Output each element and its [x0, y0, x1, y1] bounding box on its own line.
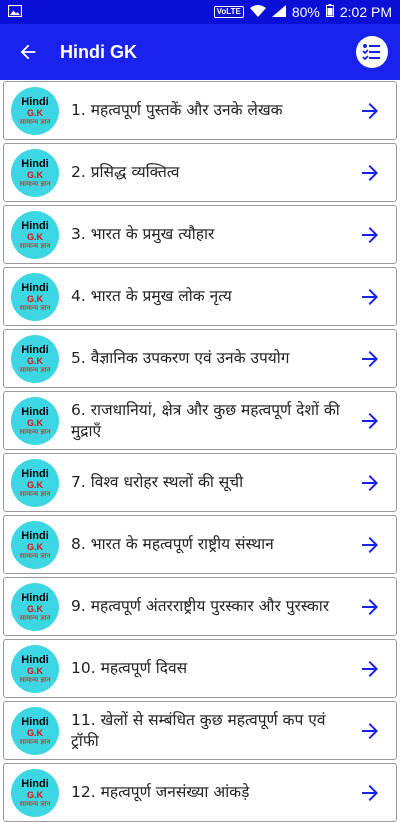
- app-logo: [11, 149, 59, 197]
- logo-line-3: सामान्य ज्ञान: [19, 675, 51, 684]
- list-item-7[interactable]: [3, 453, 397, 512]
- app-logo: [11, 645, 59, 693]
- list-item-label: 12. महत्वपूर्ण जनसंख्या आंकड़े: [71, 783, 250, 801]
- logo-line-3: सामान्य ज्ञान: [19, 737, 51, 746]
- logo-line-3: सामान्य ज्ञान: [19, 613, 51, 622]
- list-item-label: 10. महत्वपूर्ण दिवस: [71, 659, 188, 677]
- logo-line-2: G.K: [26, 541, 43, 552]
- status-bar: [0, 0, 400, 24]
- topic-list: [0, 80, 400, 822]
- list-menu-icon: [360, 40, 384, 64]
- app-logo: [11, 273, 59, 321]
- list-item-label: 3. भारत के प्रमुख त्यौहार: [71, 225, 215, 243]
- logo-line-3: सामान्य ज्ञान: [19, 179, 51, 188]
- arrow-right-icon[interactable]: [358, 161, 382, 185]
- arrow-left-icon: [17, 41, 39, 63]
- list-item-2[interactable]: [3, 143, 397, 202]
- logo-line-3: सामान्य ज्ञान: [19, 117, 51, 126]
- back-button[interactable]: [14, 38, 42, 66]
- image-notification-icon: [8, 4, 22, 20]
- app-logo: [11, 335, 59, 383]
- list-item-label: 6. राजधानियां, क्षेत्र और कुछ महत्वपूर्ण देशों की मुद्राएँ: [71, 400, 340, 440]
- logo-line-2: G.K: [26, 727, 43, 738]
- list-item-1[interactable]: [3, 81, 397, 140]
- signal-icon: [272, 4, 286, 20]
- logo-line-2: G.K: [26, 355, 43, 366]
- list-item-label: 7. विश्व धरोहर स्थलों की सूची: [71, 473, 244, 491]
- logo-line-2: G.K: [26, 107, 43, 118]
- app-logo: [11, 583, 59, 631]
- list-item-10[interactable]: [3, 639, 397, 698]
- arrow-right-icon[interactable]: [358, 409, 382, 433]
- logo-line-3: सामान्य ज्ञान: [19, 427, 51, 436]
- logo-line-1: Hindi: [21, 777, 49, 790]
- logo-line-1: Hindi: [21, 343, 49, 356]
- logo-line-1: Hindi: [21, 715, 49, 728]
- list-item-label: 9. महत्वपूर्ण अंतरराष्ट्रीय पुरस्कार और पुरस्कार: [71, 597, 330, 615]
- logo-line-2: G.K: [26, 603, 43, 614]
- app-logo: [11, 707, 59, 755]
- logo-line-3: सामान्य ज्ञान: [19, 799, 51, 808]
- logo-line-2: G.K: [26, 231, 43, 242]
- battery-percent: 80%: [291, 4, 320, 20]
- app-bar: [0, 24, 400, 80]
- list-item-5[interactable]: [3, 329, 397, 388]
- logo-line-2: G.K: [26, 417, 43, 428]
- app-logo: [11, 397, 59, 445]
- arrow-right-icon[interactable]: [358, 99, 382, 123]
- arrow-right-icon[interactable]: [358, 719, 382, 743]
- arrow-right-icon[interactable]: [358, 781, 382, 805]
- wifi-icon: [250, 4, 266, 20]
- logo-line-1: Hindi: [21, 157, 49, 170]
- list-item-4[interactable]: [3, 267, 397, 326]
- logo-line-2: G.K: [26, 479, 43, 490]
- status-right: [214, 4, 392, 20]
- list-item-11[interactable]: [3, 701, 397, 760]
- volte-badge: VoLTE: [214, 6, 244, 18]
- logo-line-2: G.K: [26, 293, 43, 304]
- app-logo: [11, 459, 59, 507]
- arrow-right-icon[interactable]: [358, 657, 382, 681]
- arrow-right-icon[interactable]: [358, 347, 382, 371]
- app-logo: [11, 87, 59, 135]
- list-item-label: 4. भारत के प्रमुख लोक नृत्य: [71, 287, 232, 305]
- list-item-3[interactable]: [3, 205, 397, 264]
- page-title: Hindi GK: [60, 41, 137, 62]
- logo-line-2: G.K: [26, 789, 43, 800]
- list-item-8[interactable]: [3, 515, 397, 574]
- logo-line-1: Hindi: [21, 281, 49, 294]
- arrow-right-icon[interactable]: [358, 533, 382, 557]
- list-item-9[interactable]: [3, 577, 397, 636]
- arrow-right-icon[interactable]: [358, 285, 382, 309]
- logo-line-3: सामान्य ज्ञान: [19, 551, 51, 560]
- logo-line-1: Hindi: [21, 529, 49, 542]
- app-logo: [11, 769, 59, 817]
- list-item-6[interactable]: [3, 391, 397, 450]
- logo-line-1: Hindi: [21, 405, 49, 418]
- list-item-12[interactable]: [3, 763, 397, 822]
- logo-line-2: G.K: [26, 665, 43, 676]
- list-item-label: 2. प्रसिद्ध व्यक्तित्व: [71, 163, 180, 181]
- list-item-label: 5. वैज्ञानिक उपकरण एवं उनके उपयोग: [71, 349, 290, 367]
- logo-line-2: G.K: [26, 169, 43, 180]
- app-logo: [11, 521, 59, 569]
- app-logo: [11, 211, 59, 259]
- logo-line-1: Hindi: [21, 95, 49, 108]
- status-left: [8, 4, 22, 20]
- arrow-right-icon[interactable]: [358, 223, 382, 247]
- logo-line-3: सामान्य ज्ञान: [19, 241, 51, 250]
- list-menu-button[interactable]: [356, 36, 388, 68]
- logo-line-1: Hindi: [21, 653, 49, 666]
- logo-line-3: सामान्य ज्ञान: [19, 303, 51, 312]
- arrow-right-icon[interactable]: [358, 471, 382, 495]
- list-item-label: 1. महत्वपूर्ण पुस्तकें और उनके लेखक: [71, 101, 283, 119]
- logo-line-1: Hindi: [21, 467, 49, 480]
- logo-line-3: सामान्य ज्ञान: [19, 365, 51, 374]
- clock: 2:02 PM: [339, 4, 392, 20]
- battery-icon: [326, 4, 334, 20]
- arrow-right-icon[interactable]: [358, 595, 382, 619]
- logo-line-3: सामान्य ज्ञान: [19, 489, 51, 498]
- logo-line-1: Hindi: [21, 591, 49, 604]
- list-item-label: 11. खेलों से सम्बंधित कुछ महत्वपूर्ण कप एवं ट्रॉफी: [71, 710, 326, 750]
- logo-line-1: Hindi: [21, 219, 49, 232]
- list-item-label: 8. भारत के महत्वपूर्ण राष्ट्रीय संस्थान: [71, 535, 274, 553]
